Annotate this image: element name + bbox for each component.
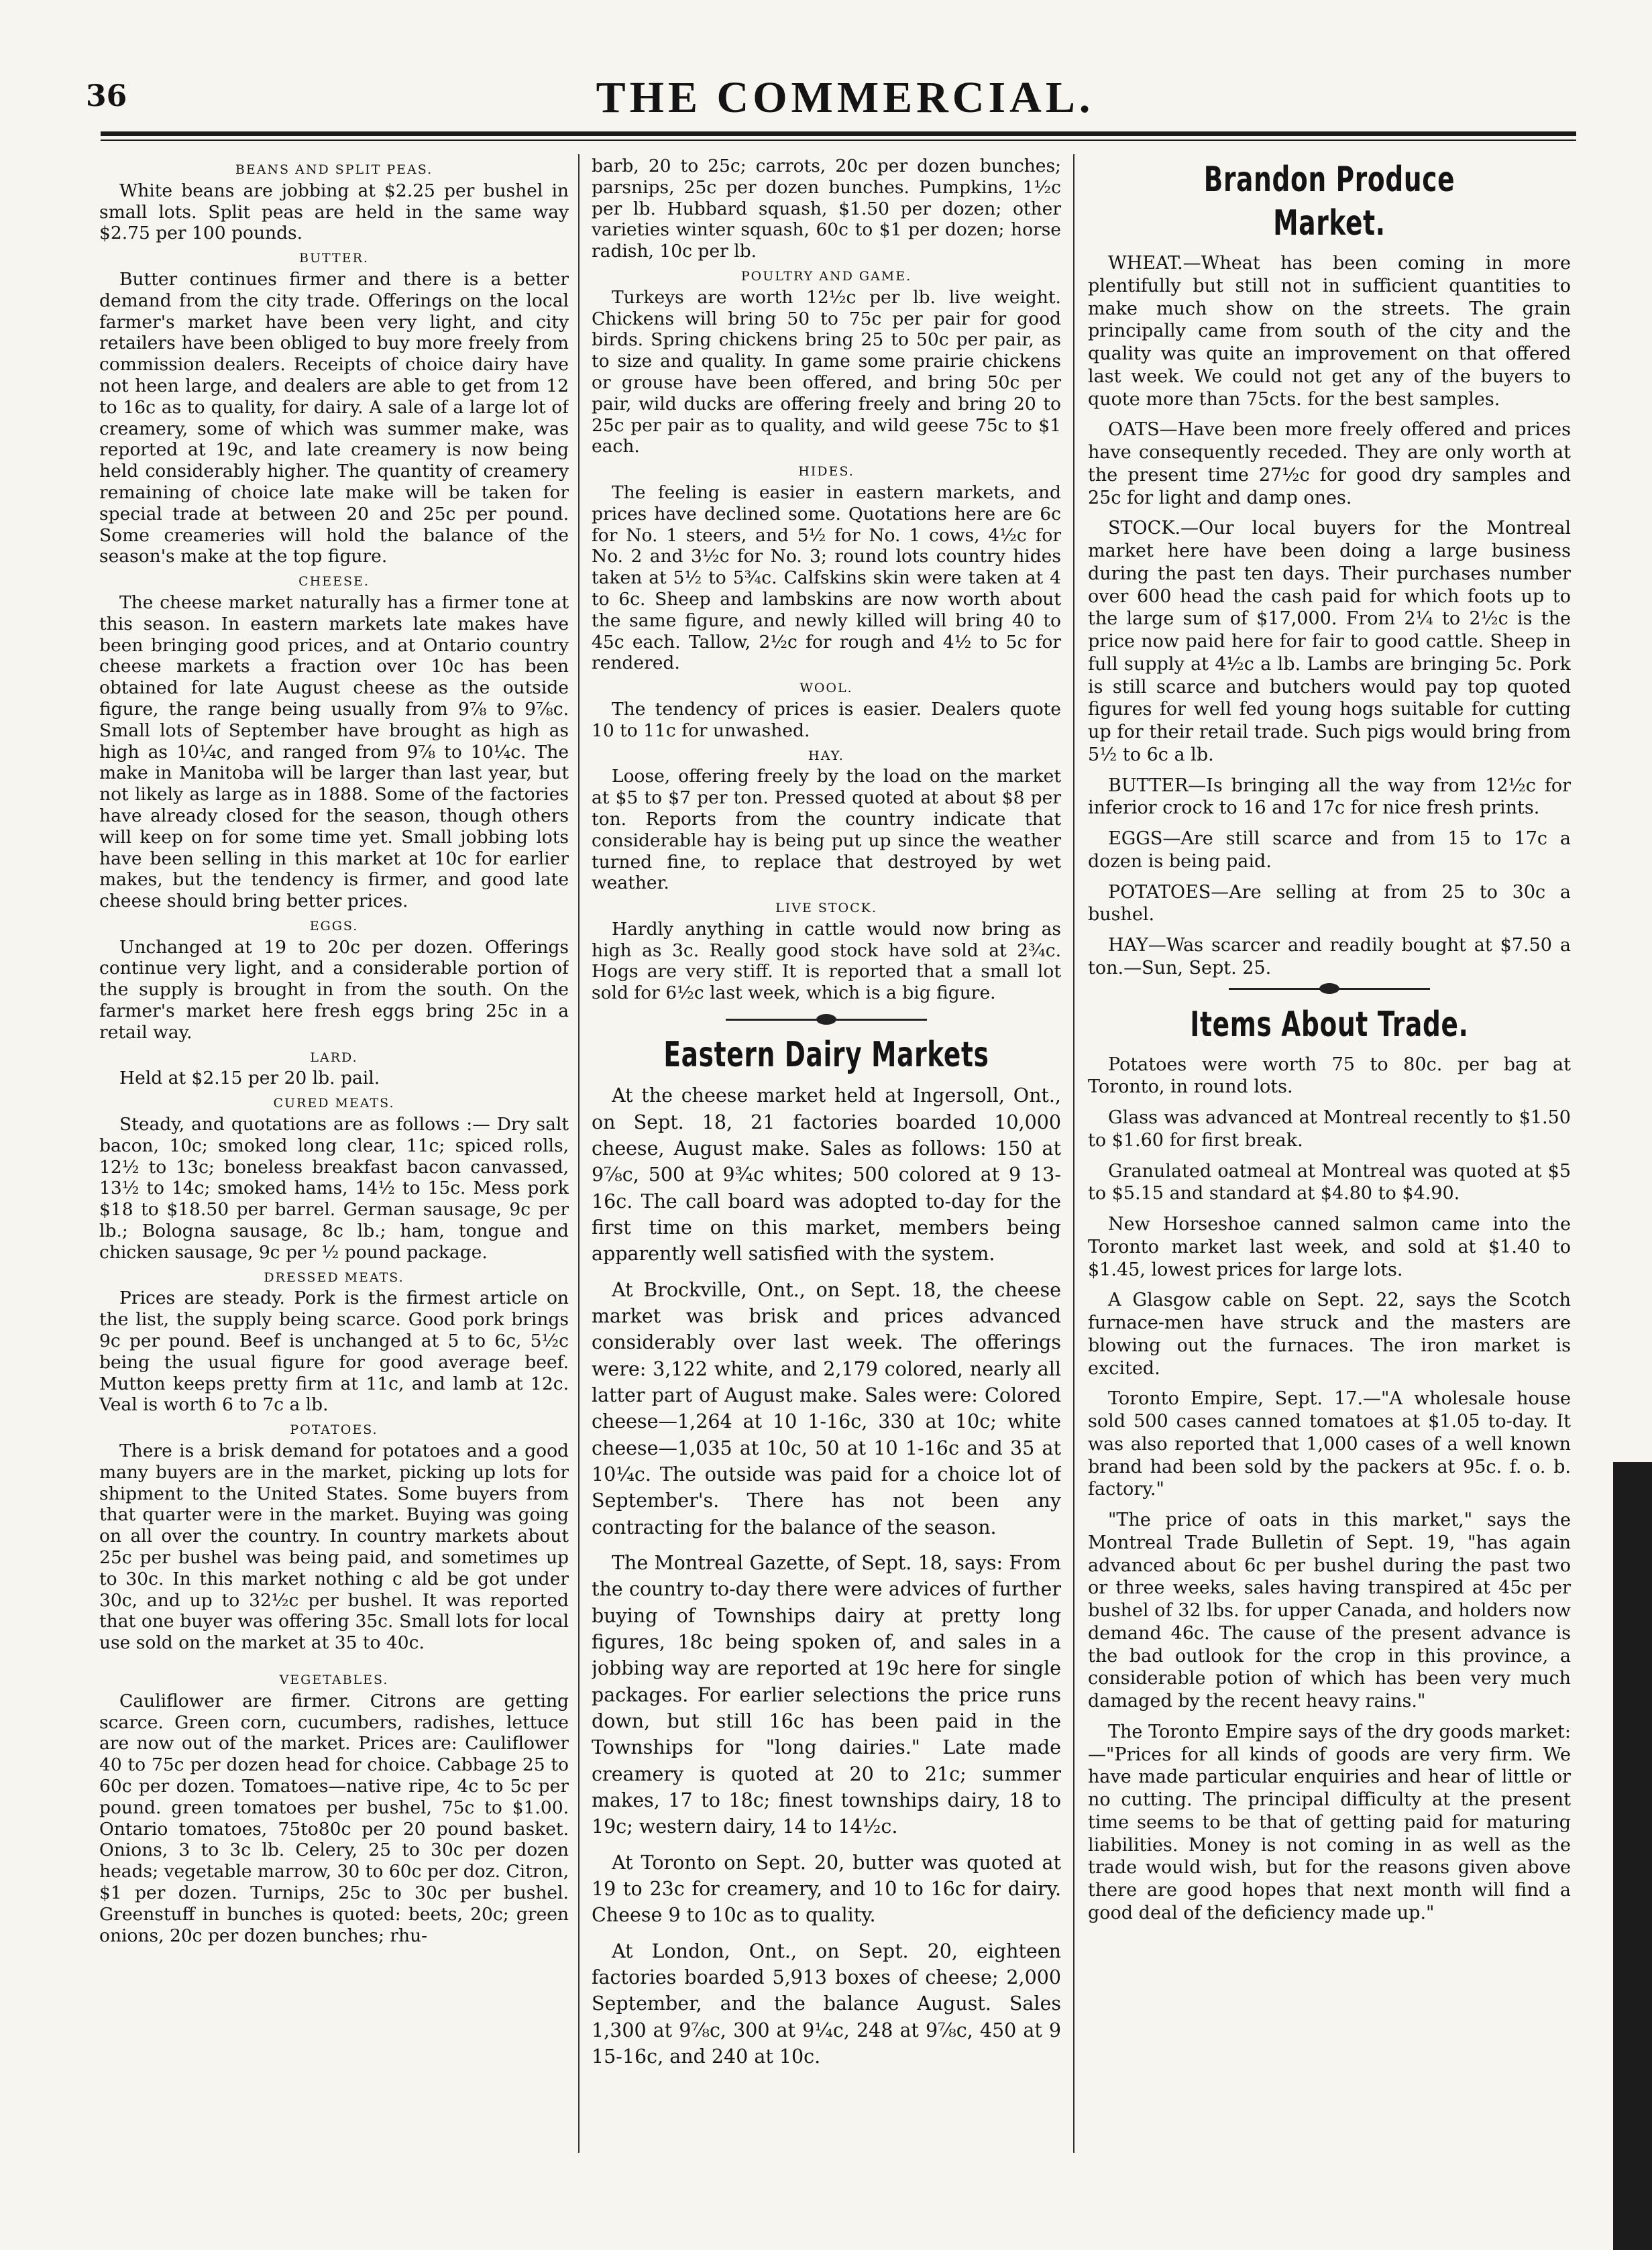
section-heading: LARD. bbox=[310, 1050, 358, 1065]
section-ornament bbox=[1088, 988, 1571, 997]
article-paragraph: WHEAT.—Wheat has been coming in more plentifully but still not in sufficient quantities to make much show on the streets. The grain principally came from south of the city and the quality was quite an improvement on that offered last week. We could not get any of the buyers to quote more than 75cts. for the best samples. bbox=[1088, 253, 1571, 410]
section-heading: BEANS AND SPLIT PEAS. bbox=[235, 162, 433, 177]
article-paragraph: Held at $2.15 per 20 lb. pail. bbox=[119, 1068, 380, 1089]
column-divider bbox=[578, 154, 580, 2153]
article-paragraph: Steady, and quotations are as follows :— Dry salt bacon, 10c; smoked long clear, 11c; spiced rolls, 12½ to 13c; boneless breakfast bacon canvassed, 13½ to 14c; smoked hams, 14½ to 15c. Mess pork $18 to $18.50 per barrel. German sausage, 9c per lb.; Bologna sausage, 8c lb.; ham, tongue and chicken sausage, 9c per ½ pound package. bbox=[99, 1114, 569, 1263]
article-paragraph: White beans are jobbing at $2.25 per bushel in small lots. Split peas are held in the same way $2.75 per 100 pounds. bbox=[99, 180, 569, 244]
article-paragraph: Toronto Empire, Sept. 17.—"A wholesale house sold 500 cases canned tomatoes at $1.05 to-day. It was also reported that 1,000 cases of a well known brand had been sold by the packers at 95c. f. o. b. factory." bbox=[1088, 1388, 1571, 1500]
article-paragraph: The tendency of prices is easier. Dealers quote 10 to 11c for unwashed. bbox=[592, 698, 1061, 741]
article-paragraph: The Montreal Gazette, of Sept. 18, says: From the country to-day there were advices of further buying of Townships dairy at pretty long figures, 18c being spoken of, and sales in a jobbing way are reported at 19c here for single packages. For earlier selections the price runs down, but still 16c has been paid in the Townships for "long dairies." Late made creamery is quoted at 20 to 21c; summer makes, 17 to 18c; finest townships dairy, 18 to 19c; western dairy, 14 to 14½c. bbox=[592, 1552, 1061, 1838]
article-title: Eastern Dairy Markets bbox=[663, 1035, 989, 1076]
column-middle bbox=[592, 156, 1061, 2208]
article-paragraph: Potatoes were worth 75 to 80c. per bag at Toronto, in round lots. bbox=[1088, 1054, 1571, 1098]
article-paragraph: Cauliflower are firmer. Citrons are getting scarce. Green corn, cucumbers, radishes, lettuce are now out of the market. Prices are: Cauliflower 40 to 75c per dozen head for choice. Cabbage 25 to 60c per dozen. Tomatoes—native ripe, 4c to 5c per pound. green tomatoes per bushel, 75c to $1.00. Ontario tomatoes, 75to80c per 20 pound basket. Onions, 3 to 3c lb. Celery, 25 to 30c per dozen heads; vegetable marrow, 30 to 60c per doz. Citron, $1 per dozen. Turnips, 25c to 30c per bushel. Greenstuff in bunches is quoted: beets, 20c; green onions, 20c per dozen bunches; rhu- bbox=[99, 1690, 569, 1946]
article-paragraph: EGGS—Are still scarce and from 15 to 17c a dozen is being paid. bbox=[1088, 828, 1571, 872]
article-paragraph: New Horseshoe canned salmon came into the Toronto market last week, and sold at $1.40 to $1.45, lowest prices for large lots. bbox=[1088, 1214, 1571, 1280]
article-paragraph: Turkeys are worth 12½c per lb. live weight. Chickens will bring 50 to 75c per pair for good birds. Spring chickens bring 25 to 50c per pair, as to size and quality. In game some prairie chickens or grouse have been offered, and bring 50c per pair, wild ducks are offering freely and bring 20 to 25c per pair as to quality, and wild geese 75c to $1 each. bbox=[592, 286, 1061, 457]
column-left bbox=[99, 156, 569, 2208]
article-paragraph: Prices are steady. Pork is the firmest article on the list, the supply being scarce. Good pork brings 9c per pound. Beef is unchanged at 5 to 6c, 5½c being the usual figure for good average beef. Mutton keeps pretty firm at 11c, and lamb at 12c. Veal is worth 6 to 7c a lb. bbox=[99, 1288, 569, 1416]
article-paragraph: Butter continues firmer and there is a better demand from the city trade. Offerings on the local farmer's market have been very light, and city retailers have been obliged to buy more freely from commission dealers. Receipts of choice dairy have not heen large, and dealers are able to get from 12 to 16c as to quality, for dairy. A sale of a large lot of creamery, some of which was summer make, was reported at 19c, and late creamery is now being held considerably higher. The quantity of creamery remaining of choice late make will be taken for special trade at between 20 and 25c per pound. Some creameries will hold the balance of the season's make at the top figure. bbox=[99, 268, 569, 567]
article-paragraph: The feeling is easier in eastern markets, and prices have declined some. Quotations here are 6c for No. 1 steers, and 5½ for No. 1 cows, 4½c for No. 2 and 3½c for No. 3; round lots country hides taken at 5½ to 5¾c. Calfskins skin were taken at 4 to 6c. Sheep and lambskins are now worth about the same figure, and newly killed will bring 40 to 45c each. Tallow, 2½c for rough and 4½ to 5c for rendered. bbox=[592, 482, 1061, 674]
section-heading: POULTRY AND GAME. bbox=[740, 268, 912, 284]
article-title: Brandon Produce Market. bbox=[1203, 160, 1455, 243]
section-heading: HIDES. bbox=[798, 464, 855, 480]
article-paragraph: At the cheese market held at Ingersoll, Ont., on Sept. 18, 21 factories boarded 10,000 cheese, August make. Sales as follows: 150 at 9⅞c, 500 at 9¾c whites; 500 colored at 9 13-16c. The call board was adopted to-day for the first time on this market, members being apparently well satisfied with the system. bbox=[592, 1084, 1061, 1265]
column-divider bbox=[1073, 154, 1075, 2153]
section-heading: CHEESE. bbox=[298, 574, 370, 589]
masthead-title: THE COMMERCIAL. bbox=[596, 73, 1095, 122]
column-right bbox=[1088, 156, 1571, 2208]
section-heading: LIVE STOCK. bbox=[775, 901, 877, 916]
header-rule bbox=[101, 131, 1576, 136]
section-heading: EGGS. bbox=[309, 918, 359, 934]
section-heading: CURED MEATS. bbox=[273, 1096, 395, 1111]
section-heading: WOOL. bbox=[800, 681, 853, 696]
article-paragraph: At London, Ont., on Sept. 20, eighteen factories boarded 5,913 boxes of cheese; 2,000 September, and the balance August. Sales 1,300 at 9⅞c, 300 at 9¼c, 248 at 9⅞c, 450 at 9 15-16c, and 240 at 10c. bbox=[592, 1939, 1061, 2068]
section-heading: HAY. bbox=[808, 748, 844, 763]
page-edge-shadow bbox=[1613, 1462, 1652, 2250]
section-heading: POTATOES. bbox=[290, 1422, 378, 1438]
article-paragraph: barb, 20 to 25c; carrots, 20c per dozen bunches; parsnips, 25c per dozen bunches. Pumpkins, 1½c per lb. Hubbard squash, $1.50 per dozen; other varieties winter squash, 60c to $1 per dozen; horse radish, 10c per lb. bbox=[592, 156, 1061, 262]
article-paragraph: Loose, offering freely by the load on the market at $5 to $7 per ton. Pressed quoted at about $8 per ton. Reports from the country indicate that considerable hay is being put up since the weather turned fine, to replace that destroyed by wet weather. bbox=[592, 766, 1061, 894]
article-paragraph: The Toronto Empire says of the dry goods market:—"Prices for all kinds of goods are very firm. We have made particular enquiries and hear of little or no cutting. The principal difficulty at the present time seems to be that of getting paid for maturing liabilities. Money is not coming in as well as the trade would wish, but for the reasons given above there are good hopes that next month will find a good deal of the deficiency made up." bbox=[1088, 1721, 1571, 1923]
article-paragraph: "The price of oats in this market," says the Montreal Trade Bulletin of Sept. 19, "has again advanced about 6c per bushel during the past two or three weeks, sales having transpired at 45c per bushel of 32 lbs. for upper Canada, and holders now demand 46c. The cause of the present advance is the bad outlook for the crop in this province, a considerable potion of which has been very much damaged by the recent heavy rains." bbox=[1088, 1510, 1571, 1711]
article-paragraph: OATS—Have been more freely offered and prices have consequently receded. They are only worth at the present time 27½c for good dry samples and 25c for light and damp ones. bbox=[1088, 419, 1571, 508]
section-heading: DRESSED MEATS. bbox=[264, 1270, 404, 1285]
article-paragraph: Hardly anything in cattle would now bring as high as 3c. Really good stock have sold at 2¾c. Hogs are very stiff. It is reported that a small lot sold for 6½c last week, which is a big figure. bbox=[592, 918, 1061, 1004]
article-paragraph: POTATOES—Are selling at from 25 to 30c a bushel. bbox=[1088, 881, 1571, 925]
header-rule-thin bbox=[101, 139, 1576, 141]
article-paragraph: Unchanged at 19 to 20c per dozen. Offerings continue very light, and a considerable portion of the supply is brought in from the south. On the farmer's market here fresh eggs bring 25c in a retail way. bbox=[99, 936, 569, 1043]
article-paragraph: At Brockville, Ont., on Sept. 18, the cheese market was brisk and prices advanced considerably over last week. The offerings were: 3,122 white, and 2,179 colored, nearly all latter part of August make. Sales were: Colored cheese—1,264 at 10 1-16c, 330 at 10c; white cheese—1,035 at 10c, 50 at 10 1-16c and 35 at 10¼c. The outside was paid for a choice lot of September's. There has not been any contracting for the balance of the season. bbox=[592, 1278, 1061, 1538]
article-paragraph: Glass was advanced at Montreal recently to $1.50 to $1.60 for first break. bbox=[1088, 1107, 1571, 1151]
article-title: Items About Trade. bbox=[1190, 1004, 1469, 1045]
section-ornament bbox=[592, 1019, 1061, 1027]
page-number: 36 bbox=[86, 79, 127, 113]
article-paragraph: Granulated oatmeal at Montreal was quoted at $5 to $5.15 and standard at $4.80 to $4.90. bbox=[1088, 1160, 1571, 1204]
article-paragraph: At Toronto on Sept. 20, butter was quoted at 19 to 23c for creamery, and 10 to 16c for dairy. Cheese 9 to 10c as to quality. bbox=[592, 1851, 1061, 1927]
article-paragraph: STOCK.—Our local buyers for the Montreal market here have been doing a large business during the past ten days. Their purchases number over 600 head the cash paid for which foots up to the large sum of $17,000. From 2¼ to 2½c is the price now paid here for fair to good cattle. Sheep in full supply at 4½c a lb. Lambs are bringing 5c. Pork is still scarce and butchers would pay top quoted figures for well fed young hogs suitable for cutting up for their retail trade. Such pigs would bring from 5½ to 6c a lb. bbox=[1088, 518, 1571, 765]
article-paragraph: HAY—Was scarcer and readily bought at $7.50 a ton.—Sun, Sept. 25. bbox=[1088, 935, 1571, 978]
article-paragraph: The cheese market naturally has a firmer tone at this season. In eastern markets late makes have been bringing good prices, and at Ontario country cheese markets a fraction over 10c has been obtained for late August cheese as the outside figure, the range being usually from 9⅞ to 9⅞c. Small lots of September have brought as high as high as 10¼c, and ranged from 9⅞ to 10¼c. The make in Manitoba will be larger than last year, but not likely as large as in 1888. Some of the factories have already closed for the season, though others will keep on for some time yet. Small jobbing lots have been selling in this market at 10c for earlier makes, but the tendency is firmer, and good late cheese should bring better prices. bbox=[99, 592, 569, 912]
article-paragraph: BUTTER—Is bringing all the way from 12½c for inferior crock to 16 and 17c for nice fresh prints. bbox=[1088, 775, 1571, 819]
section-heading: BUTTER. bbox=[299, 251, 369, 266]
article-paragraph: A Glasgow cable on Sept. 22, says the Scotch furnace-men have struck and the masters are blowing out the furnaces. The iron market is excited. bbox=[1088, 1290, 1571, 1379]
section-heading: VEGETABLES. bbox=[279, 1672, 389, 1687]
article-paragraph: There is a brisk demand for potatoes and a good many buyers are in the market, picking up lots for shipment to the United States. Some buyers from that quarter were in the market. Buying was going on all over the country. In country markets about 25c per bushel was being paid, and sometimes up to 30c. In this market nothing c ald be got under 30c, and up to 32½c per bushel. It was reported that one buyer was offering 35c. Small lots for local use sold on the market at 35 to 40c. bbox=[99, 1441, 569, 1654]
